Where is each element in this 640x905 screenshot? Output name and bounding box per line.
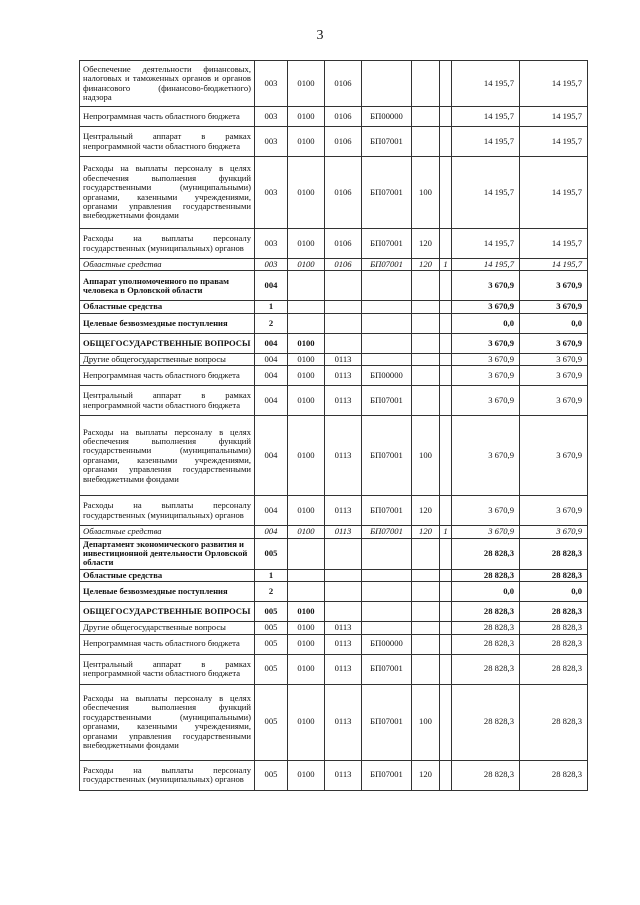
code-cs-cell [362, 582, 412, 602]
sum-2-cell: 0,0 [520, 313, 588, 333]
sum-2-cell: 28 828,3 [520, 538, 588, 569]
row-name-cell: Обеспечение деятельности финансовых, налоговых и таможенных органов и органов финансового (финансово-бюджетного) надзора [80, 61, 255, 107]
code-r-cell: 0100 [288, 602, 325, 622]
row-name-cell: Центральный аппарат в рамках непрограммной части областного бюджета [80, 654, 255, 684]
code-ist-cell [440, 127, 452, 157]
table-row [80, 526, 588, 538]
code-vr-cell [412, 366, 440, 386]
budget-table [79, 60, 588, 791]
code-pr-cell: 0113 [325, 634, 362, 654]
sum-1-cell: 0,0 [452, 313, 520, 333]
code-cs-cell: БП00000 [362, 107, 412, 127]
sum-2-cell: 3 670,9 [520, 301, 588, 313]
code-g-cell: 004 [255, 333, 288, 353]
sum-1-cell: 3 670,9 [452, 526, 520, 538]
sum-1-cell: 28 828,3 [452, 684, 520, 760]
row-name-cell: ОБЩЕГОСУДАРСТВЕННЫЕ ВОПРОСЫ [80, 333, 255, 353]
sum-2-cell: 0,0 [520, 582, 588, 602]
code-pr-cell [325, 333, 362, 353]
code-vr-cell [412, 602, 440, 622]
code-pr-cell: 0113 [325, 353, 362, 365]
code-g-cell: 004 [255, 386, 288, 416]
code-r-cell: 0100 [288, 229, 325, 259]
sum-1-cell: 3 670,9 [452, 301, 520, 313]
code-r-cell: 0100 [288, 61, 325, 107]
sum-1-cell: 28 828,3 [452, 569, 520, 581]
code-ist-cell [440, 386, 452, 416]
code-vr-cell [412, 107, 440, 127]
code-g-cell: 1 [255, 569, 288, 581]
code-g-cell: 004 [255, 353, 288, 365]
table-row [80, 107, 588, 127]
code-r-cell: 0100 [288, 684, 325, 760]
sum-2-cell: 3 670,9 [520, 366, 588, 386]
code-g-cell: 004 [255, 526, 288, 538]
code-pr-cell [325, 569, 362, 581]
code-r-cell: 0100 [288, 622, 325, 634]
row-name-cell: Расходы на выплаты персоналу в целях обеспечения выполнения функций государственными (муниципальными) органами, казенными учреждениями, органами управления государственными внебюджетными фондами [80, 157, 255, 229]
code-g-cell: 005 [255, 760, 288, 790]
code-r-cell [288, 569, 325, 581]
code-ist-cell [440, 582, 452, 602]
code-pr-cell: 0113 [325, 496, 362, 526]
code-ist-cell [440, 416, 452, 496]
table-row [80, 582, 588, 602]
code-g-cell: 003 [255, 157, 288, 229]
row-name-cell: Расходы на выплаты персоналу государственных (муниципальных) органов [80, 760, 255, 790]
code-r-cell [288, 301, 325, 313]
sum-2-cell: 3 670,9 [520, 333, 588, 353]
code-vr-cell: 120 [412, 760, 440, 790]
code-cs-cell [362, 569, 412, 581]
sum-1-cell: 3 670,9 [452, 271, 520, 301]
sum-2-cell: 28 828,3 [520, 569, 588, 581]
row-name-cell: Расходы на выплаты персоналу государственных (муниципальных) органов [80, 496, 255, 526]
table-row [80, 634, 588, 654]
code-vr-cell: 100 [412, 157, 440, 229]
code-r-cell [288, 538, 325, 569]
code-pr-cell: 0106 [325, 229, 362, 259]
code-g-cell: 003 [255, 107, 288, 127]
sum-2-cell: 14 195,7 [520, 61, 588, 107]
code-g-cell: 1 [255, 301, 288, 313]
sum-1-cell: 3 670,9 [452, 416, 520, 496]
sum-2-cell: 3 670,9 [520, 353, 588, 365]
code-vr-cell: 120 [412, 259, 440, 271]
row-name-cell: Расходы на выплаты персоналу в целях обеспечения выполнения функций государственными (муниципальными) органами, казенными учреждениями, органами управления государственными внебюджетными фондами [80, 684, 255, 760]
sum-1-cell: 14 195,7 [452, 107, 520, 127]
code-ist-cell [440, 229, 452, 259]
table-row [80, 416, 588, 496]
code-ist-cell [440, 301, 452, 313]
code-vr-cell: 120 [412, 526, 440, 538]
code-vr-cell [412, 622, 440, 634]
row-name-cell: Центральный аппарат в рамках непрограммной части областного бюджета [80, 127, 255, 157]
code-cs-cell: БП07001 [362, 157, 412, 229]
code-pr-cell [325, 301, 362, 313]
code-vr-cell [412, 127, 440, 157]
code-r-cell: 0100 [288, 654, 325, 684]
code-r-cell: 0100 [288, 366, 325, 386]
code-cs-cell [362, 333, 412, 353]
code-ist-cell: 1 [440, 259, 452, 271]
code-ist-cell [440, 313, 452, 333]
sum-1-cell: 14 195,7 [452, 157, 520, 229]
sum-1-cell: 28 828,3 [452, 634, 520, 654]
code-ist-cell [440, 333, 452, 353]
code-ist-cell [440, 538, 452, 569]
table-row [80, 654, 588, 684]
code-g-cell: 004 [255, 416, 288, 496]
table-row [80, 301, 588, 313]
code-pr-cell: 0106 [325, 107, 362, 127]
code-ist-cell [440, 61, 452, 107]
code-pr-cell [325, 602, 362, 622]
code-pr-cell: 0113 [325, 760, 362, 790]
code-pr-cell: 0113 [325, 366, 362, 386]
code-vr-cell [412, 654, 440, 684]
code-vr-cell [412, 582, 440, 602]
code-r-cell: 0100 [288, 760, 325, 790]
table-row [80, 313, 588, 333]
code-r-cell: 0100 [288, 157, 325, 229]
table-row [80, 602, 588, 622]
code-ist-cell: 1 [440, 526, 452, 538]
code-ist-cell [440, 622, 452, 634]
code-vr-cell [412, 301, 440, 313]
code-pr-cell: 0106 [325, 61, 362, 107]
code-pr-cell: 0113 [325, 654, 362, 684]
table-row [80, 386, 588, 416]
row-name-cell: Центральный аппарат в рамках непрограммной части областного бюджета [80, 386, 255, 416]
code-cs-cell: БП07001 [362, 259, 412, 271]
row-name-cell: Другие общегосударственные вопросы [80, 353, 255, 365]
table-row [80, 366, 588, 386]
code-ist-cell [440, 760, 452, 790]
code-g-cell: 004 [255, 366, 288, 386]
sum-2-cell: 14 195,7 [520, 127, 588, 157]
code-cs-cell [362, 301, 412, 313]
code-g-cell: 2 [255, 313, 288, 333]
code-g-cell: 2 [255, 582, 288, 602]
code-vr-cell [412, 538, 440, 569]
code-cs-cell: БП00000 [362, 634, 412, 654]
row-name-cell: Областные средства [80, 301, 255, 313]
code-pr-cell: 0113 [325, 684, 362, 760]
row-name-cell: Целевые безвозмездные поступления [80, 313, 255, 333]
row-name-cell: Непрограммная часть областного бюджета [80, 366, 255, 386]
row-name-cell: Целевые безвозмездные поступления [80, 582, 255, 602]
code-g-cell: 003 [255, 61, 288, 107]
row-name-cell: Аппарат уполномоченного по правам человека в Орловской области [80, 271, 255, 301]
row-name-cell: ОБЩЕГОСУДАРСТВЕННЫЕ ВОПРОСЫ [80, 602, 255, 622]
code-g-cell: 005 [255, 538, 288, 569]
sum-1-cell: 3 670,9 [452, 496, 520, 526]
code-g-cell: 003 [255, 259, 288, 271]
code-ist-cell [440, 602, 452, 622]
sum-2-cell: 28 828,3 [520, 602, 588, 622]
code-ist-cell [440, 634, 452, 654]
code-pr-cell: 0106 [325, 259, 362, 271]
code-g-cell: 005 [255, 654, 288, 684]
sum-1-cell: 28 828,3 [452, 538, 520, 569]
row-name-cell: Областные средства [80, 569, 255, 581]
code-g-cell: 005 [255, 684, 288, 760]
code-ist-cell [440, 107, 452, 127]
code-vr-cell [412, 271, 440, 301]
code-r-cell: 0100 [288, 496, 325, 526]
sum-2-cell: 14 195,7 [520, 259, 588, 271]
row-name-cell: Непрограммная часть областного бюджета [80, 107, 255, 127]
code-ist-cell [440, 271, 452, 301]
table-row [80, 496, 588, 526]
table-row [80, 259, 588, 271]
code-pr-cell [325, 582, 362, 602]
code-r-cell: 0100 [288, 386, 325, 416]
row-name-cell: Департамент экономического развития и инвестиционной деятельности Орловской области [80, 538, 255, 569]
table-row [80, 760, 588, 790]
sum-2-cell: 14 195,7 [520, 229, 588, 259]
code-ist-cell [440, 684, 452, 760]
code-pr-cell: 0113 [325, 416, 362, 496]
table-row [80, 538, 588, 569]
sum-1-cell: 3 670,9 [452, 333, 520, 353]
code-vr-cell [412, 61, 440, 107]
table-row [80, 127, 588, 157]
code-cs-cell: БП07001 [362, 229, 412, 259]
sum-1-cell: 3 670,9 [452, 353, 520, 365]
code-vr-cell: 100 [412, 416, 440, 496]
sum-1-cell: 0,0 [452, 582, 520, 602]
sum-1-cell: 14 195,7 [452, 229, 520, 259]
code-g-cell: 004 [255, 271, 288, 301]
code-g-cell: 005 [255, 622, 288, 634]
sum-1-cell: 28 828,3 [452, 654, 520, 684]
row-name-cell: Областные средства [80, 259, 255, 271]
code-g-cell: 005 [255, 634, 288, 654]
code-cs-cell: БП07001 [362, 526, 412, 538]
sum-2-cell: 28 828,3 [520, 634, 588, 654]
sum-1-cell: 3 670,9 [452, 386, 520, 416]
sum-2-cell: 28 828,3 [520, 654, 588, 684]
code-g-cell: 003 [255, 229, 288, 259]
sum-2-cell: 14 195,7 [520, 157, 588, 229]
code-cs-cell [362, 622, 412, 634]
sum-2-cell: 28 828,3 [520, 760, 588, 790]
code-pr-cell: 0113 [325, 386, 362, 416]
code-r-cell: 0100 [288, 416, 325, 496]
table-row [80, 684, 588, 760]
code-cs-cell [362, 271, 412, 301]
code-pr-cell: 0113 [325, 622, 362, 634]
code-ist-cell [440, 353, 452, 365]
code-r-cell [288, 271, 325, 301]
sum-1-cell: 28 828,3 [452, 602, 520, 622]
sum-2-cell: 14 195,7 [520, 107, 588, 127]
code-cs-cell: БП07001 [362, 760, 412, 790]
table-row [80, 353, 588, 365]
code-g-cell: 005 [255, 602, 288, 622]
code-r-cell: 0100 [288, 333, 325, 353]
code-cs-cell: БП07001 [362, 684, 412, 760]
sum-2-cell: 3 670,9 [520, 386, 588, 416]
code-pr-cell [325, 271, 362, 301]
sum-1-cell: 28 828,3 [452, 760, 520, 790]
code-cs-cell: БП07001 [362, 127, 412, 157]
code-vr-cell: 100 [412, 684, 440, 760]
table-row [80, 569, 588, 581]
table-row [80, 622, 588, 634]
row-name-cell: Расходы на выплаты персоналу в целях обеспечения выполнения функций государственными (муниципальными) органами, казенными учреждениями, органами управления государственными внебюджетными фондами [80, 416, 255, 496]
code-ist-cell [440, 366, 452, 386]
sum-2-cell: 3 670,9 [520, 496, 588, 526]
code-cs-cell [362, 538, 412, 569]
code-vr-cell [412, 313, 440, 333]
code-cs-cell [362, 353, 412, 365]
code-pr-cell: 0106 [325, 157, 362, 229]
sum-2-cell: 28 828,3 [520, 622, 588, 634]
code-r-cell [288, 582, 325, 602]
table-row [80, 271, 588, 301]
code-pr-cell: 0113 [325, 526, 362, 538]
code-r-cell: 0100 [288, 259, 325, 271]
row-name-cell: Другие общегосударственные вопросы [80, 622, 255, 634]
code-r-cell: 0100 [288, 107, 325, 127]
sum-2-cell: 28 828,3 [520, 684, 588, 760]
code-r-cell: 0100 [288, 353, 325, 365]
code-cs-cell [362, 602, 412, 622]
code-cs-cell: БП07001 [362, 386, 412, 416]
sum-1-cell: 28 828,3 [452, 622, 520, 634]
code-pr-cell [325, 313, 362, 333]
code-cs-cell: БП00000 [362, 366, 412, 386]
code-cs-cell: БП07001 [362, 416, 412, 496]
code-pr-cell: 0106 [325, 127, 362, 157]
row-name-cell: Расходы на выплаты персоналу государственных (муниципальных) органов [80, 229, 255, 259]
sum-2-cell: 3 670,9 [520, 526, 588, 538]
code-r-cell: 0100 [288, 526, 325, 538]
code-pr-cell [325, 538, 362, 569]
code-vr-cell: 120 [412, 229, 440, 259]
code-ist-cell [440, 569, 452, 581]
code-cs-cell [362, 313, 412, 333]
table-row [80, 61, 588, 107]
code-vr-cell [412, 634, 440, 654]
code-vr-cell [412, 333, 440, 353]
sum-1-cell: 14 195,7 [452, 259, 520, 271]
sum-1-cell: 14 195,7 [452, 127, 520, 157]
code-cs-cell [362, 61, 412, 107]
table-row [80, 229, 588, 259]
code-g-cell: 003 [255, 127, 288, 157]
row-name-cell: Непрограммная часть областного бюджета [80, 634, 255, 654]
table-row [80, 333, 588, 353]
code-vr-cell [412, 569, 440, 581]
code-r-cell: 0100 [288, 634, 325, 654]
code-ist-cell [440, 157, 452, 229]
code-ist-cell [440, 654, 452, 684]
code-vr-cell [412, 386, 440, 416]
sum-2-cell: 3 670,9 [520, 416, 588, 496]
sum-2-cell: 3 670,9 [520, 271, 588, 301]
code-ist-cell [440, 496, 452, 526]
code-vr-cell [412, 353, 440, 365]
code-r-cell [288, 313, 325, 333]
page-number: 3 [316, 28, 324, 43]
code-cs-cell: БП07001 [362, 654, 412, 684]
code-r-cell: 0100 [288, 127, 325, 157]
sum-1-cell: 14 195,7 [452, 61, 520, 107]
code-vr-cell: 120 [412, 496, 440, 526]
code-cs-cell: БП07001 [362, 496, 412, 526]
row-name-cell: Областные средства [80, 526, 255, 538]
sum-1-cell: 3 670,9 [452, 366, 520, 386]
table-row [80, 157, 588, 229]
code-g-cell: 004 [255, 496, 288, 526]
